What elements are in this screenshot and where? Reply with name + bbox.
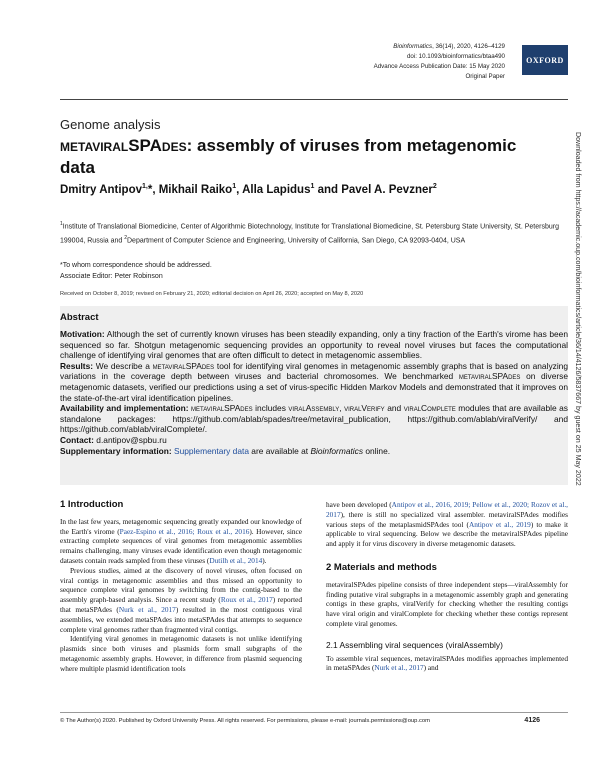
paper-title: metaviralSPAdes: assembly of viruses from metagenomic data: [60, 136, 517, 177]
intro-paragraph-3: Identifying viral genomes in metagenomic datasets is not unlike identifying plasmids since both viruses and plasmids form small subgraphs of the metagenomic assembly graphs. However, in difference from plasmid sequencing where multiple plasmid identification tools: [60, 634, 302, 673]
journal-header: [265, 42, 505, 82]
left-column: [60, 500, 302, 674]
abstract-contact: Contact: d.antipov@spbu.ru: [60, 434, 167, 445]
right-paragraph-0: have been developed (Antipov et al., 2016, 2019; Pellow et al., 2020; Rozov et al., 2017), there is still no specialized viral assembler. metaviralSPAdes modifies various steps of the metaplasmidSPAdes tool (Antipov et al., 2019) to make it applicable to viral sequencing. Below we describe the metaviralSPAdes pipeline and apply it for virus discovery in diverse metagenomic datasets.: [326, 500, 569, 549]
abstract-availability: Availability and implementation: metaviralSPAdes includes viralAssembly, viralVerify and viralComplete modules that are available as standalone packages: https://github.com/ablab/spades/tree/metaviral_publication, https://github.com/ablab/viralVerify/ and https://github.com/ablab/viralComplete/.: [60, 403, 568, 435]
doi-line[interactable]: doi: 10.1093/bioinformatics/btaa490: [406, 53, 505, 60]
footer-divider: [60, 712, 568, 713]
right-column: [326, 500, 568, 673]
abstract-title: Abstract: [60, 312, 99, 323]
correspondence-note: *To whom correspondence should be addressed.: [60, 262, 212, 269]
copyright-footer: © The Author(s) 2020. Published by Oxford University Press. All rights reserved. For permissions, please e-mail: journals.permissions@oup.com: [60, 718, 430, 724]
abstract-supplementary: Supplementary information: Supplementary data are available at Bioinformatics online.: [60, 445, 391, 456]
article-type: Original Paper: [465, 73, 505, 80]
page-number: 4126: [524, 717, 540, 724]
intro-heading: 1 Introduction: [60, 499, 124, 510]
methods-heading: 2 Materials and methods: [326, 561, 437, 573]
author-list: Dmitry Antipov$^{1,}$*, Mikhail Raiko$^1$, Alla Lapidus$^1$ and Pavel A. Pevzner$^2$: [60, 183, 437, 196]
associate-editor: Associate Editor: Peter Robinson: [60, 273, 163, 280]
supplementary-link[interactable]: Supplementary data: [171, 445, 249, 456]
methods-paragraph-2: To assemble viral sequences, metaviralSPAdes modifies approaches implemented in metaSPAdes (Nurk et al., 2017) and: [326, 653, 568, 673]
affiliations: $^1$Institute of Translational Biomedicine, Center of Algorithmic Biotechnology, Institute for Translational Biomedicine, St. Petersburg State University, St. Petersburg 199004, Russia and $^2$Department of Computer Science and Engineering, University of California, San Diego, CA 92093-0404, USA: [60, 221, 559, 245]
methods-paragraph-1: metaviralSPAdes pipeline consists of three independent steps—viralAssembly for finding putative viral subgraphs in a metagenomic assembly graph and generating contigs in these graphs, viralVerify for checking whether the resulting contigs have viral origin and viralComplete for checking whether these contigs represent complete viral genomes.: [326, 579, 568, 628]
download-watermark: Downloaded from https://academic.oup.com/bioinformatics/article/36/14/4126/5837667 by guest on 25 May 2022: [574, 132, 582, 486]
subsection-heading: 2.1 Assembling viral sequences (viralAssembly): [326, 639, 503, 650]
advance-access-line: Advance Access Publication Date: 15 May 2020: [373, 63, 505, 70]
citation-line: Bioinformatics, 36(14), 2020, 4126–4129: [393, 43, 505, 50]
section-label: Genome analysis: [60, 117, 161, 132]
oxford-logo: OXFORD: [522, 45, 568, 75]
abstract-motivation: Motivation: Although the set of currently known viruses has been steadily expanding, only a tiny fraction of the Earth's virome has been sequenced so far. Shotgun metagenomic sequencing provides an opportunity to reveal novel viruses but faces the computational challenge of identifying viral genomes that are often difficult to detect in metagenomic assemblies.: [60, 329, 568, 361]
header-divider: [60, 99, 568, 100]
intro-paragraph-1: In the last few years, metagenomic sequencing greatly expanded our knowledge of the Earth's virome (Paez-Espino et al., 2016; Roux et al., 2016). However, since extracting complete sequences of viral genomes from metagenomic assemblies remains challenging, many viruses evade identification even though metagenomic datasets contain reads sampled from these viruses (Dutilh et al., 2014).: [60, 516, 303, 565]
abstract-results: Results: We describe a metaviralSPAdes tool for identifying viral genomes in metagenomic assembly graphs that is based on analyzing variations in the coverage depth between viruses and bacterial chromosomes. We benchmarked metaviralSPAdes on diverse metagenomic datasets, verified our predictions using a set of virus-specific Hidden Markov Models and demonstrated that it improves on the state-of-the-art viral identification pipelines.: [60, 360, 569, 403]
dates-line: Received on October 8, 2019; revised on February 21, 2020; editorial decision on April 26, 2020; accepted on May 8, 2020: [60, 291, 364, 297]
intro-paragraph-2: Previous studies, aimed at the discovery of novel viruses, often focused on viral contigs in metagenomic assemblies and thus missed an opportunity to sequence complete viral genomes by switching from the contig-based to the assembly graph-based analysis. Since a recent study (Roux et al., 2017) reported that metaSPAdes (Nurk et al., 2017) resulted in the most contiguous viral assemblies, we extended metaSPAdes into metaSPAdes that attempts to sequence complete viral genomes rather than fragmented viral contigs.: [60, 565, 302, 634]
abstract-body: [60, 329, 568, 456]
contact-email[interactable]: d.antipov@spbu.ru: [93, 434, 167, 445]
